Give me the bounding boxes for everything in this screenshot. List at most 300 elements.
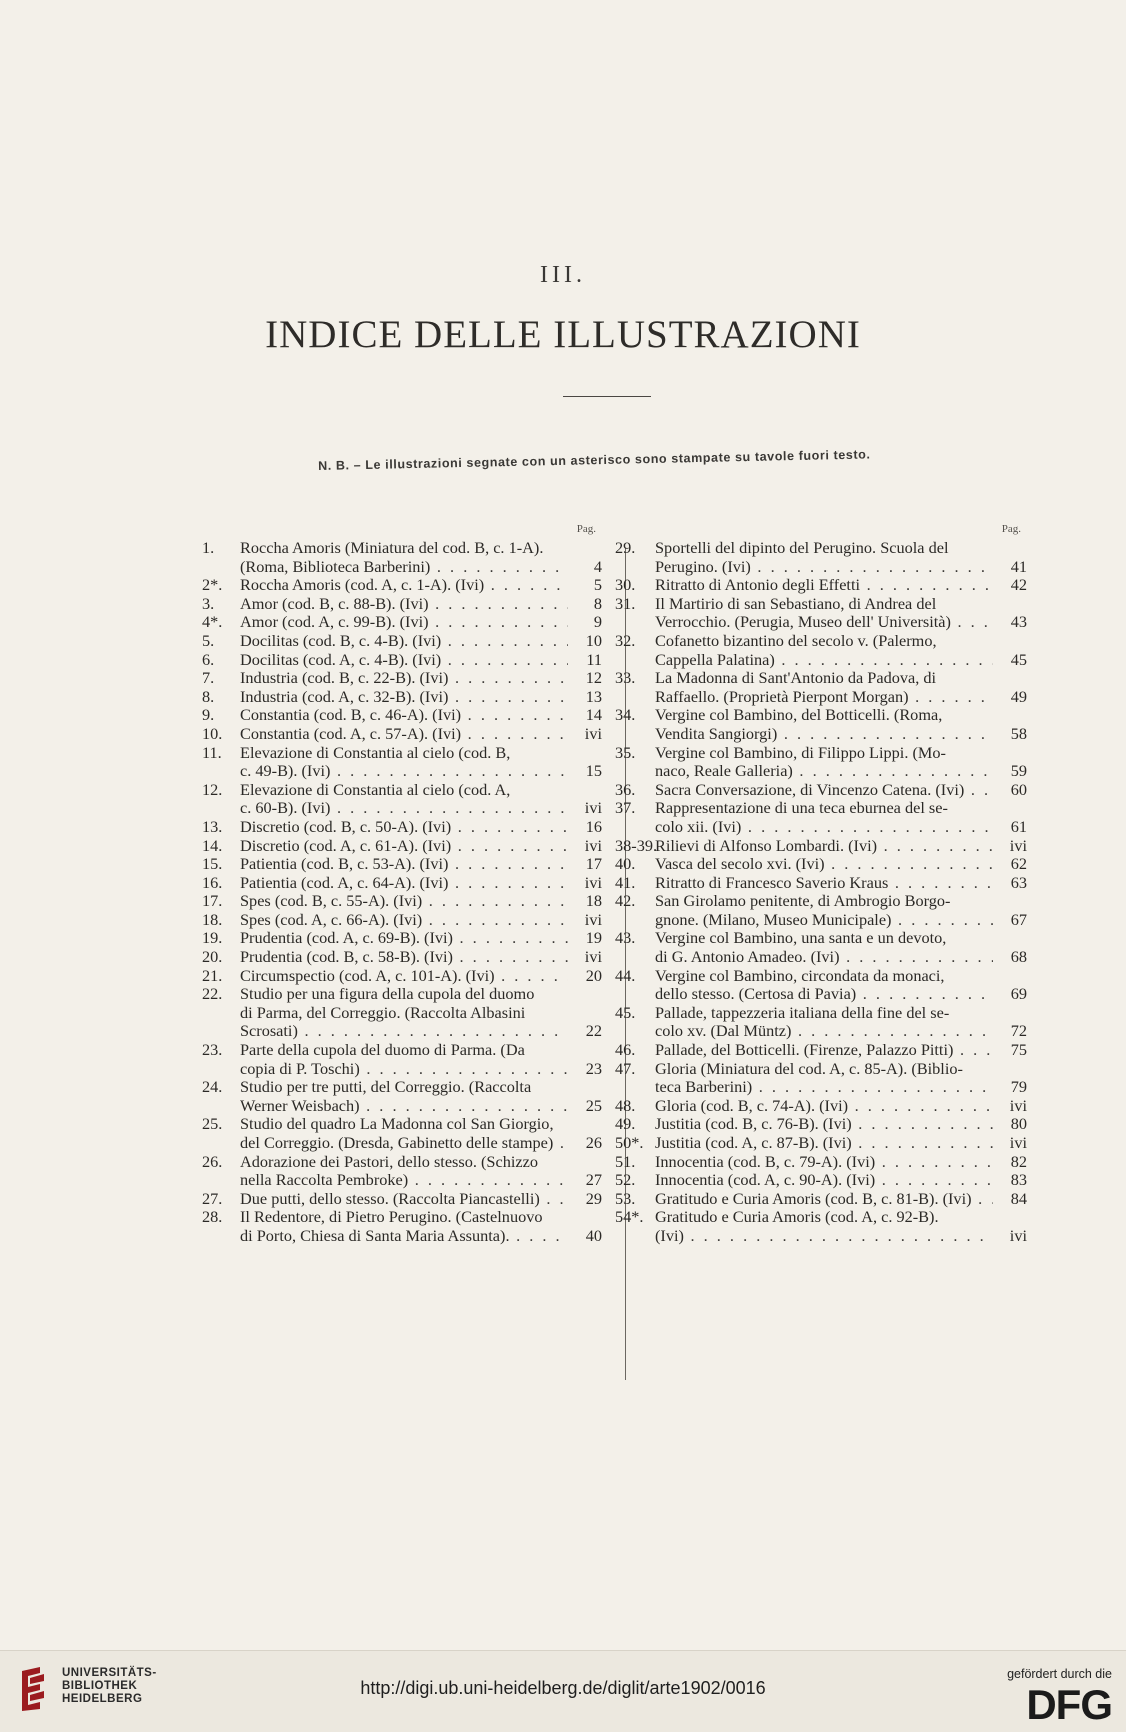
index-entry (615, 632, 1027, 669)
entry-text: Cofanetto bizantino del secolo v. (Palermo, (655, 631, 937, 650)
entry-text: Docilitas (cod. B, c. 4-B). (Ivi) (240, 631, 442, 650)
library-name-line: HEIDELBERG (62, 1693, 143, 1705)
note-text: N. B. – Le illustrazioni segnate con un asterisco sono stampate su tavole fuori testo. (318, 447, 871, 473)
entry-text: Sportelli del dipinto del Perugino. Scuola del (655, 539, 949, 557)
entry-text: copia di P. Toschi) (240, 1059, 360, 1078)
entry-number: 46. (615, 1040, 636, 1060)
entry-number: 51. (615, 1151, 636, 1171)
entry-text-line (240, 855, 568, 874)
entry-page-number: 13 (585, 686, 602, 706)
entry-text-line (655, 1022, 993, 1041)
entry-text: Ritratto di Francesco Saverio Kraus (655, 873, 889, 892)
index-entry (615, 576, 1027, 595)
entry-number: 12. (202, 779, 223, 799)
entry-number: 21. (202, 965, 223, 985)
entry-number: 34. (615, 705, 636, 725)
index-entry (202, 837, 602, 856)
entry-text-line (240, 613, 568, 632)
entry-text: di G. Antonio Amadeo. (Ivi) (655, 948, 840, 967)
index-entry (202, 632, 602, 651)
document-url-link[interactable]: http://digi.ub.uni-heidelberg.de/diglit/arte1902/0016 (360, 1678, 766, 1698)
entry-text: Industria (cod. B, c. 22-B). (Ivi) (240, 669, 449, 688)
entry-text-line (240, 929, 568, 948)
entry-text-line (655, 967, 993, 986)
entry-number: 52. (615, 1170, 636, 1190)
entry-text: Justitia (cod. B, c. 76-B). (Ivi) (655, 1115, 852, 1134)
index-entry (615, 1115, 1027, 1134)
index-entry (615, 855, 1027, 874)
entry-page-number: 14 (585, 705, 602, 725)
entry-number: 3. (202, 593, 215, 613)
entry-number: 48. (615, 1095, 636, 1115)
entry-page-number: 10 (585, 630, 602, 650)
entry-text-line (240, 595, 568, 614)
entry-text: Ritratto di Antonio degli Effetti (655, 576, 861, 595)
entry-text-line (655, 595, 993, 614)
entry-text-line (655, 744, 993, 763)
entry-page-number: ivi (584, 872, 602, 892)
entry-number: 54*. (615, 1207, 644, 1227)
index-entry (202, 1041, 602, 1078)
entry-text: di Porto, Chiesa di Santa Maria Assunta). (240, 1226, 510, 1245)
entry-text: Vergine col Bambino, del Botticelli. (Roma, (655, 706, 943, 725)
index-entry (202, 651, 602, 670)
entry-text-line (240, 539, 568, 558)
entry-text-line (240, 1171, 568, 1190)
entry-text: Due putti, dello stesso. (Raccolta Piancastelli) (240, 1189, 540, 1208)
entry-text-line (240, 669, 568, 688)
entry-number: 10. (202, 723, 223, 743)
entry-number: 41. (615, 872, 636, 892)
entry-text-line (240, 744, 568, 763)
entry-text: Pallade, tappezzeria italiana della fine del se- (655, 1003, 950, 1022)
index-entry (202, 911, 602, 930)
entry-number: 26. (202, 1151, 223, 1171)
entry-page-number: 25 (585, 1095, 602, 1115)
entry-text-line (655, 688, 993, 707)
entry-page-number: ivi (584, 835, 602, 855)
entry-text: colo xv. (Dal Müntz) (655, 1022, 792, 1041)
entry-page-number: 18 (585, 891, 602, 911)
entry-text-line (240, 1134, 568, 1153)
entry-text-line (240, 688, 568, 707)
entry-text-line (655, 632, 993, 651)
entry-page-number: 79 (1010, 1077, 1027, 1097)
entry-page-number: 75 (1010, 1040, 1027, 1060)
entry-text: Parte della cupola del duomo di Parma. (Da (240, 1041, 525, 1060)
entry-text-line (240, 892, 568, 911)
entry-text-line (655, 818, 993, 837)
entry-page-number: 15 (585, 761, 602, 781)
entry-text: del Correggio. (Dresda, Gabinetto delle stampe) (240, 1134, 554, 1152)
index-entry (202, 1208, 602, 1245)
index-entry (202, 725, 602, 744)
entry-text-line (655, 985, 993, 1004)
index-entry (615, 539, 1027, 576)
entry-text-line (655, 1134, 993, 1153)
index-entry (202, 1153, 602, 1190)
left-page-column-label: Pag. (576, 523, 596, 535)
index-entry (202, 874, 602, 893)
entry-text: Elevazione di Constantia al cielo (cod. B, (240, 743, 511, 762)
entry-text-line (655, 1153, 993, 1172)
entry-text: Justitia (cod. A, c. 87-B). (Ivi) (655, 1134, 852, 1152)
entry-page-number: 68 (1010, 947, 1027, 967)
entry-page-number: ivi (584, 947, 602, 967)
entry-text: Raffaello. (Proprietà Pierpont Morgan) (655, 687, 909, 706)
index-entry (615, 595, 1027, 632)
entry-text-line (240, 632, 568, 651)
entry-page-number: 59 (1010, 761, 1027, 781)
right-page-column-label: Pag. (1001, 523, 1021, 535)
entry-page-number: 19 (585, 928, 602, 948)
entry-number: 19. (202, 928, 223, 948)
entry-number: 29. (615, 538, 636, 557)
entry-text: di Parma, del Correggio. (Raccolta Albasini (240, 1003, 526, 1022)
entry-text: Adorazione dei Pastori, dello stesso. (Schizzo (240, 1152, 538, 1171)
entry-text: Studio per una figura della cupola del duomo (240, 985, 535, 1004)
entry-number: 30. (615, 575, 636, 595)
entry-text: dello stesso. (Certosa di Pavia) (655, 985, 857, 1004)
entry-text-line (240, 837, 568, 856)
entry-number: 32. (615, 630, 636, 650)
entry-text: Vergine col Bambino, circondata da monaci, (655, 966, 945, 985)
entry-page-number: 82 (1010, 1151, 1027, 1171)
index-entry (202, 948, 602, 967)
entry-text-line (655, 576, 993, 595)
entry-text-line (240, 1041, 568, 1060)
entry-text-line (240, 1190, 568, 1209)
entry-text: San Girolamo penitente, di Ambrogio Borgo- (655, 892, 951, 911)
entry-page-number: 62 (1010, 854, 1027, 874)
entry-text-line (240, 1208, 568, 1227)
entry-page-number: 42 (1010, 575, 1027, 595)
entry-page-number: ivi (1009, 1095, 1027, 1115)
entry-text-line (240, 725, 568, 744)
entry-text: Amor (cod. B, c. 88-B). (Ivi) (240, 594, 429, 613)
index-entry (202, 781, 602, 818)
dfg-logo: DFG (1026, 1681, 1112, 1728)
entry-text-line (240, 1097, 568, 1116)
entry-page-number: 83 (1010, 1170, 1027, 1190)
entry-page-number: 27 (585, 1170, 602, 1190)
entry-text-line (240, 558, 568, 577)
entry-number: 20. (202, 947, 223, 967)
entry-page-number: ivi (1009, 1225, 1027, 1245)
entry-text-line (240, 1004, 568, 1023)
entry-number: 25. (202, 1114, 223, 1134)
entry-number: 9. (202, 705, 215, 725)
entry-number: 28. (202, 1207, 223, 1227)
entry-text: Vendita Sangiorgi) (655, 724, 778, 743)
entry-text: Elevazione di Constantia al cielo (cod. A, (240, 780, 511, 799)
entry-text-line (655, 799, 993, 818)
entry-page-number: ivi (1009, 1133, 1027, 1152)
entry-page-number: 9 (593, 612, 602, 632)
entry-number: 17. (202, 891, 223, 911)
entry-number: 38-39. (615, 835, 658, 855)
entry-text: Vasca del secolo xvi. (Ivi) (655, 855, 825, 874)
entry-text-line (240, 799, 568, 818)
entry-text: Spes (cod. B, c. 55-A). (Ivi) (240, 892, 423, 911)
entry-text: Prudentia (cod. A, c. 69-B). (Ivi) (240, 929, 453, 948)
index-entry (202, 595, 602, 614)
entry-text-line (655, 855, 993, 874)
entry-text-line (655, 929, 993, 948)
entry-text: Studio del quadro La Madonna col San Giorgio, (240, 1115, 554, 1134)
index-entry (615, 706, 1027, 743)
index-entry (615, 744, 1027, 781)
entry-text-line (655, 781, 993, 800)
footer-bar (0, 1650, 1126, 1732)
entry-page-number: 22 (585, 1021, 602, 1041)
entry-text-line (655, 706, 993, 725)
entry-text: nella Raccolta Pembroke) (240, 1171, 409, 1190)
entry-text: Perugino. (Ivi) (655, 557, 751, 576)
entry-page-number: ivi (584, 723, 602, 743)
title-rule (563, 396, 651, 397)
index-entry (615, 1097, 1027, 1116)
entry-page-number: 58 (1010, 723, 1027, 743)
entry-page-number: 80 (1010, 1114, 1027, 1134)
index-entry (615, 781, 1027, 800)
entry-number: 27. (202, 1188, 223, 1208)
entry-text: teca Barberini) (655, 1078, 753, 1097)
entry-number: 6. (202, 649, 215, 669)
entry-number: 47. (615, 1058, 636, 1078)
entry-number: 22. (202, 984, 223, 1004)
entry-number: 44. (615, 965, 636, 985)
index-entry (202, 539, 602, 576)
entry-text-line (240, 967, 568, 986)
entry-text-line (240, 651, 568, 670)
entry-text: Gloria (cod. B, c. 74-A). (Ivi) (655, 1096, 849, 1115)
entry-number: 5. (202, 630, 215, 650)
entry-text: Vergine col Bambino, una santa e un devoto, (655, 929, 947, 948)
index-entry (615, 1041, 1027, 1060)
entry-text: Roccha Amoris (cod. A, c. 1-A). (Ivi) (240, 576, 485, 595)
entry-number: 36. (615, 779, 636, 799)
entry-number: 18. (202, 909, 223, 929)
entry-page-number: 72 (1010, 1021, 1027, 1041)
library-name-line: UNIVERSITÄTS- (62, 1667, 157, 1679)
index-entry (615, 1004, 1027, 1041)
entry-text: Sacra Conversazione, di Vincenzo Catena. (Ivi) (655, 780, 965, 799)
entry-text-line (240, 874, 568, 893)
entry-page-number: 20 (585, 965, 602, 985)
entry-text: Gloria (Miniatura del cod. A, c. 85-A). (Biblio- (655, 1059, 963, 1078)
index-entry (202, 613, 602, 632)
entry-number: 24. (202, 1077, 223, 1097)
entry-text-line (240, 762, 568, 781)
entry-text-line (655, 1190, 993, 1209)
entry-number: 13. (202, 816, 223, 836)
entry-text: Circumspectio (cod. A, c. 101-A). (Ivi) (240, 966, 495, 985)
entry-text: Rilievi di Alfonso Lombardi. (Ivi) (655, 836, 878, 855)
entry-text: Werner Weisbach) (240, 1096, 360, 1115)
entry-text: Il Redentore, di Pietro Perugino. (Castelnuovo (240, 1208, 543, 1227)
entry-number: 2*. (202, 575, 223, 595)
entry-text-line (240, 576, 568, 595)
index-entry (615, 1208, 1027, 1245)
entry-page-number: 60 (1010, 779, 1027, 799)
entry-text: Prudentia (cod. B, c. 58-B). (Ivi) (240, 948, 453, 967)
entry-text: c. 49-B). (Ivi) (240, 762, 331, 781)
index-entry (202, 669, 602, 688)
entry-text-line (240, 1022, 568, 1041)
left-index-column (202, 520, 602, 1246)
entry-page-number: ivi (584, 798, 602, 818)
entry-text: Pallade, del Botticelli. (Firenze, Palazzo Pitti) (655, 1041, 954, 1060)
entry-number: 4*. (202, 612, 223, 632)
entry-page-number: 4 (593, 556, 602, 576)
entry-page-number: 67 (1010, 909, 1027, 929)
entry-number: 45. (615, 1002, 636, 1022)
entry-text: Innocentia (cod. A, c. 90-A). (Ivi) (655, 1171, 876, 1190)
funding-label: gefördert durch die (1007, 1667, 1112, 1681)
entry-number: 15. (202, 854, 223, 874)
entry-number: 31. (615, 593, 636, 613)
entry-text-line (240, 985, 568, 1004)
entry-page-number: 11 (586, 649, 602, 669)
entry-number: 50*. (615, 1133, 644, 1152)
entry-text: Amor (cod. A, c. 99-B). (Ivi) (240, 613, 429, 632)
entry-page-number: 5 (593, 575, 602, 595)
entry-text-line (240, 1078, 568, 1097)
entry-number: 23. (202, 1040, 223, 1060)
entry-text-line (655, 558, 993, 577)
entry-text-line (655, 1208, 993, 1227)
entry-text-line (655, 948, 993, 967)
entry-text-line (655, 1227, 993, 1246)
entry-text: Industria (cod. A, c. 32-B). (Ivi) (240, 687, 449, 706)
entry-text: Studio per tre putti, del Correggio. (Raccolta (240, 1078, 532, 1097)
entry-text: Discretio (cod. B, c. 50-A). (Ivi) (240, 817, 452, 836)
entry-page-number: 29 (585, 1188, 602, 1208)
entry-text-line (240, 818, 568, 837)
entry-text-line (655, 669, 993, 688)
index-entry (202, 892, 602, 911)
entry-text: colo xii. (Ivi) (655, 817, 742, 836)
entry-text-line (655, 874, 993, 893)
index-entry (202, 706, 602, 725)
entry-text-line (655, 1060, 993, 1079)
entry-text-line (655, 1041, 993, 1060)
entry-text: Patientia (cod. B, c. 53-A). (Ivi) (240, 855, 449, 874)
right-index-column (615, 520, 1027, 1246)
entry-text-line (240, 706, 568, 725)
entry-number: 35. (615, 742, 636, 762)
entry-page-number: ivi (584, 909, 602, 929)
entry-text: c. 60-B). (Ivi) (240, 799, 331, 818)
index-entry (615, 669, 1027, 706)
index-entry (202, 576, 602, 595)
entry-text: Innocentia (cod. B, c. 79-A). (Ivi) (655, 1152, 876, 1171)
index-entry (615, 799, 1027, 836)
entry-text: La Madonna di Sant'Antonio da Padova, di (655, 669, 937, 688)
index-entry (615, 1153, 1027, 1172)
entry-page-number: 16 (585, 816, 602, 836)
entry-text: Gratitudo e Curia Amoris (cod. B, c. 81-B). (Ivi) (655, 1189, 972, 1208)
entry-text-line (655, 911, 993, 930)
entry-text: Docilitas (cod. A, c. 4-B). (Ivi) (240, 650, 442, 669)
entry-page-number: 8 (593, 593, 602, 613)
entry-text-line (655, 892, 993, 911)
entry-text-line (655, 1004, 993, 1023)
entry-page-number: 12 (585, 668, 602, 688)
entry-text-line (655, 1171, 993, 1190)
index-entry (202, 1078, 602, 1115)
index-entry (202, 1115, 602, 1152)
library-name-line: BIBLIOTHEK (62, 1680, 138, 1692)
index-entry (202, 985, 602, 1041)
entry-number: 8. (202, 686, 215, 706)
entry-text: Constantia (cod. A, c. 57-A). (Ivi) (240, 724, 462, 743)
entry-text-line (240, 1153, 568, 1172)
entry-text: Spes (cod. A, c. 66-A). (Ivi) (240, 910, 423, 929)
chapter-number: III. (540, 262, 586, 288)
index-entry (615, 837, 1027, 856)
index-entry (615, 892, 1027, 929)
index-entry (615, 874, 1027, 893)
entry-text-line (655, 651, 993, 670)
entry-number: 49. (615, 1114, 636, 1134)
index-entry (615, 1190, 1027, 1209)
entry-text-line (655, 1097, 993, 1116)
index-entry (202, 855, 602, 874)
entry-page-number: 84 (1010, 1188, 1027, 1208)
entry-page-number: 41 (1010, 556, 1027, 576)
entry-text-line (240, 911, 568, 930)
entry-text-line (240, 1227, 568, 1246)
entry-text-line (240, 1115, 568, 1134)
entry-page-number: ivi (1009, 835, 1027, 855)
entry-number: 11. (202, 742, 222, 762)
entry-text-line (240, 781, 568, 800)
entry-page-number: 69 (1010, 984, 1027, 1004)
entry-text-line (655, 1115, 993, 1134)
entry-text: Constantia (cod. B, c. 46-A). (Ivi) (240, 706, 462, 725)
entry-text-line (655, 613, 993, 632)
entry-number: 14. (202, 835, 223, 855)
entry-number: 1. (202, 538, 215, 557)
entry-page-number: 49 (1010, 686, 1027, 706)
entry-text: Scrosati) (240, 1022, 298, 1041)
index-entry (202, 688, 602, 707)
entry-text-line (655, 539, 993, 558)
entry-page-number: 40 (585, 1225, 602, 1245)
entry-text: Cappella Palatina) (655, 650, 775, 669)
entry-page-number: 63 (1010, 872, 1027, 892)
entry-text-line (655, 725, 993, 744)
entry-text: Il Martirio di san Sebastiano, di Andrea del (655, 594, 937, 613)
entry-text-line (240, 948, 568, 967)
entry-number: 37. (615, 798, 636, 818)
entry-text: naco, Reale Galleria) (655, 762, 793, 781)
entry-number: 42. (615, 891, 636, 911)
index-entry (202, 744, 602, 781)
entry-page-number: 61 (1010, 816, 1027, 836)
index-entry (202, 929, 602, 948)
entry-text: Patientia (cod. A, c. 64-A). (Ivi) (240, 873, 449, 892)
entry-text-line (240, 1060, 568, 1079)
entry-text: gnone. (Milano, Museo Municipale) (655, 910, 892, 929)
page-title: INDICE DELLE ILLUSTRAZIONI (265, 313, 861, 356)
entry-text: (Roma, Biblioteca Barberini) (240, 557, 431, 576)
entry-number: 43. (615, 928, 636, 948)
entry-text-line (655, 762, 993, 781)
index-entry (202, 967, 602, 986)
